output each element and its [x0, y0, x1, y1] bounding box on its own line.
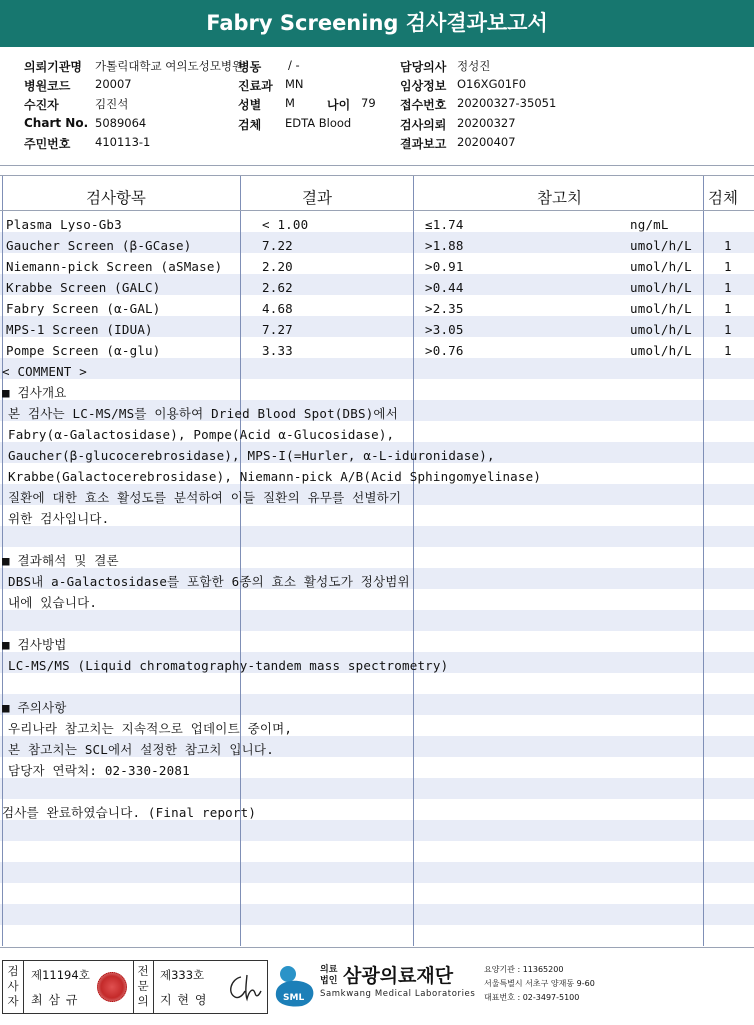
seal-stamp-icon [97, 972, 127, 1002]
hospital-code-label: 병원코드 [24, 79, 71, 93]
overview-line: Krabbe(Galactocerebrosidase), Niemann-pick A/B(Acid Sphingomyelinase) [8, 469, 542, 484]
reference-value: >2.35 [425, 301, 464, 316]
overview-line: Gaucher(β-glucocerebrosidase), MPS-I(=Hurler, α-L-iduronidase), [8, 448, 495, 463]
table-row [0, 298, 754, 319]
reference-value: ≤1.74 [425, 217, 464, 232]
age-value: 79 [361, 96, 376, 110]
overview-line: 질환에 대한 효소 활성도를 분석하여 이들 질환의 유무를 선별하기 [8, 490, 402, 505]
test-name: Krabbe Screen (GALC) [6, 280, 161, 295]
test-result: 7.27 [262, 322, 293, 337]
method-text: LC-MS/MS (Liquid chromatography-tandem mass spectrometry) [8, 658, 449, 673]
patient-name-label: 수진자 [24, 98, 59, 112]
specimen-no: 1 [724, 238, 732, 253]
unit: umol/h/L [630, 259, 692, 274]
doctor-value: 정성진 [457, 59, 491, 73]
dept-value: MN [285, 77, 304, 91]
test-name: Gaucher Screen (β-GCase) [6, 238, 192, 253]
overview-line: Fabry(α-Galactosidase), Pompe(Acid α-Glucosidase), [8, 427, 395, 442]
test-name: Fabry Screen (α-GAL) [6, 301, 161, 316]
specimen-no: 1 [724, 301, 732, 316]
reference-value: >0.91 [425, 259, 464, 274]
sml-logo-icon [272, 962, 320, 1010]
table-row [0, 256, 754, 277]
doctor-label: 담당의사 [400, 60, 447, 74]
sex-value: M [285, 96, 295, 110]
receipt-value: 20200327-35051 [457, 96, 557, 110]
institution-label: 의뢰기관명 [24, 60, 82, 74]
age-label: 나이 [327, 98, 351, 112]
resident-value: 410113-1 [95, 135, 151, 149]
report-date-label: 결과보고 [400, 137, 447, 151]
specimen-no: 1 [724, 322, 732, 337]
examiner-license: 제11194호 [31, 968, 90, 982]
overview-line: 위한 검사입니다. [8, 511, 110, 526]
request-label: 검사의뢰 [400, 118, 447, 132]
table-header [0, 186, 754, 208]
final-report-note: 검사를 완료하였습니다. (Final report) [2, 805, 257, 820]
results-table [0, 176, 754, 946]
test-result: 2.20 [262, 259, 293, 274]
notes-line: 본 참고치는 SCL에서 설정한 참고치 입니다. [8, 742, 274, 757]
chart-label: Chart No. [24, 116, 89, 130]
overview-line: 본 검사는 LC-MS/MS를 이용하여 Dried Blood Spot(DBS)에서 [8, 406, 398, 421]
org-address: 서울특별시 서초구 양재동 9-60 [484, 979, 595, 988]
patient-name-value: 김진석 [95, 97, 129, 111]
specimen-no: 1 [724, 280, 732, 295]
header-result: 결과 [302, 189, 332, 207]
receipt-label: 접수번호 [400, 98, 447, 112]
test-name: Niemann-pick Screen (aSMase) [6, 259, 223, 274]
test-result: < 1.00 [262, 217, 309, 232]
header-specimen: 검체 [708, 189, 738, 207]
examiner-vertical-label: 검사자 [7, 964, 19, 1008]
signature-footer [0, 958, 754, 1018]
logo-text: SML [283, 993, 305, 1003]
unit: umol/h/L [630, 238, 692, 253]
specialist-vertical-label: 전문의 [137, 964, 149, 1008]
specimen-value: EDTA Blood [285, 116, 352, 130]
patient-info [0, 54, 754, 154]
table-row [0, 319, 754, 340]
institution-value: 가톨릭대학교 여의도성모병원 [95, 59, 244, 73]
conclusion-line: 내에 있습니다. [8, 595, 98, 610]
comment-header: < COMMENT > [2, 364, 87, 379]
specialist-name: 지 현 영 [160, 993, 208, 1007]
reference-value: >1.88 [425, 238, 464, 253]
examiner-name: 최 삼 규 [31, 993, 79, 1007]
specimen-no: 1 [724, 343, 732, 358]
unit: umol/h/L [630, 322, 692, 337]
test-result: 2.62 [262, 280, 293, 295]
chart-value: 5089064 [95, 116, 147, 130]
header-divider [0, 210, 754, 211]
specialist-license: 제333호 [160, 968, 205, 982]
specimen-label: 검체 [238, 118, 262, 132]
test-name: Plasma Lyso-Gb3 [6, 217, 122, 232]
ward-value: / - [288, 58, 300, 72]
table-row [0, 214, 754, 235]
test-name: Pompe Screen (α-glu) [6, 343, 161, 358]
report-date-value: 20200407 [457, 135, 516, 149]
signature-box [2, 960, 268, 1014]
notes-line: 우리나라 참고치는 지속적으로 업데이트 중이며, [8, 721, 293, 736]
divider [0, 165, 754, 166]
conclusion-title: ■ 결과해석 및 결론 [2, 553, 119, 568]
clinical-value: O16XG01F0 [457, 77, 527, 91]
test-result: 3.33 [262, 343, 293, 358]
divider [0, 947, 754, 948]
test-result: 4.68 [262, 301, 293, 316]
header-reference: 참고치 [537, 189, 582, 207]
resident-label: 주민번호 [24, 137, 71, 151]
org-english-name: Samkwang Medical Laboratories [320, 989, 476, 999]
signature-icon [223, 971, 263, 1005]
overview-title: ■ 검사개요 [2, 385, 67, 400]
table-row [0, 235, 754, 256]
unit: umol/h/L [630, 280, 692, 295]
dept-label: 진료과 [238, 79, 273, 93]
test-name: MPS-1 Screen (IDUA) [6, 322, 153, 337]
org-code: 요양기관 : 11365200 [484, 965, 564, 974]
sex-label: 성별 [238, 98, 262, 112]
request-value: 20200327 [457, 116, 516, 130]
table-row [0, 277, 754, 298]
notes-title: ■ 주의사항 [2, 700, 67, 715]
hospital-code-value: 20007 [95, 77, 132, 91]
unit: umol/h/L [630, 343, 692, 358]
conclusion-line: DBS내 a-Galactosidase를 포함한 6종의 효소 활성도가 정상범위 [8, 574, 410, 589]
specimen-no: 1 [724, 259, 732, 274]
table-row [0, 340, 754, 361]
ward-label: 병동 [238, 60, 262, 74]
org-kind: 의료법인 [320, 965, 338, 986]
org-phone: 대표번호 : 02-3497-5100 [484, 993, 580, 1002]
reference-value: >0.44 [425, 280, 464, 295]
clinical-label: 임상정보 [400, 79, 447, 93]
header-test-item: 검사항목 [86, 189, 146, 207]
method-title: ■ 검사방법 [2, 637, 67, 652]
report-title: Fabry Screening 검사결과보고서 [0, 0, 754, 47]
unit: umol/h/L [630, 301, 692, 316]
notes-line: 담당자 연락처: 02-330-2081 [8, 763, 190, 778]
test-result: 7.22 [262, 238, 293, 253]
org-name: 삼광의료재단 [343, 965, 454, 987]
reference-value: >3.05 [425, 322, 464, 337]
unit: ng/mL [630, 217, 669, 232]
reference-value: >0.76 [425, 343, 464, 358]
